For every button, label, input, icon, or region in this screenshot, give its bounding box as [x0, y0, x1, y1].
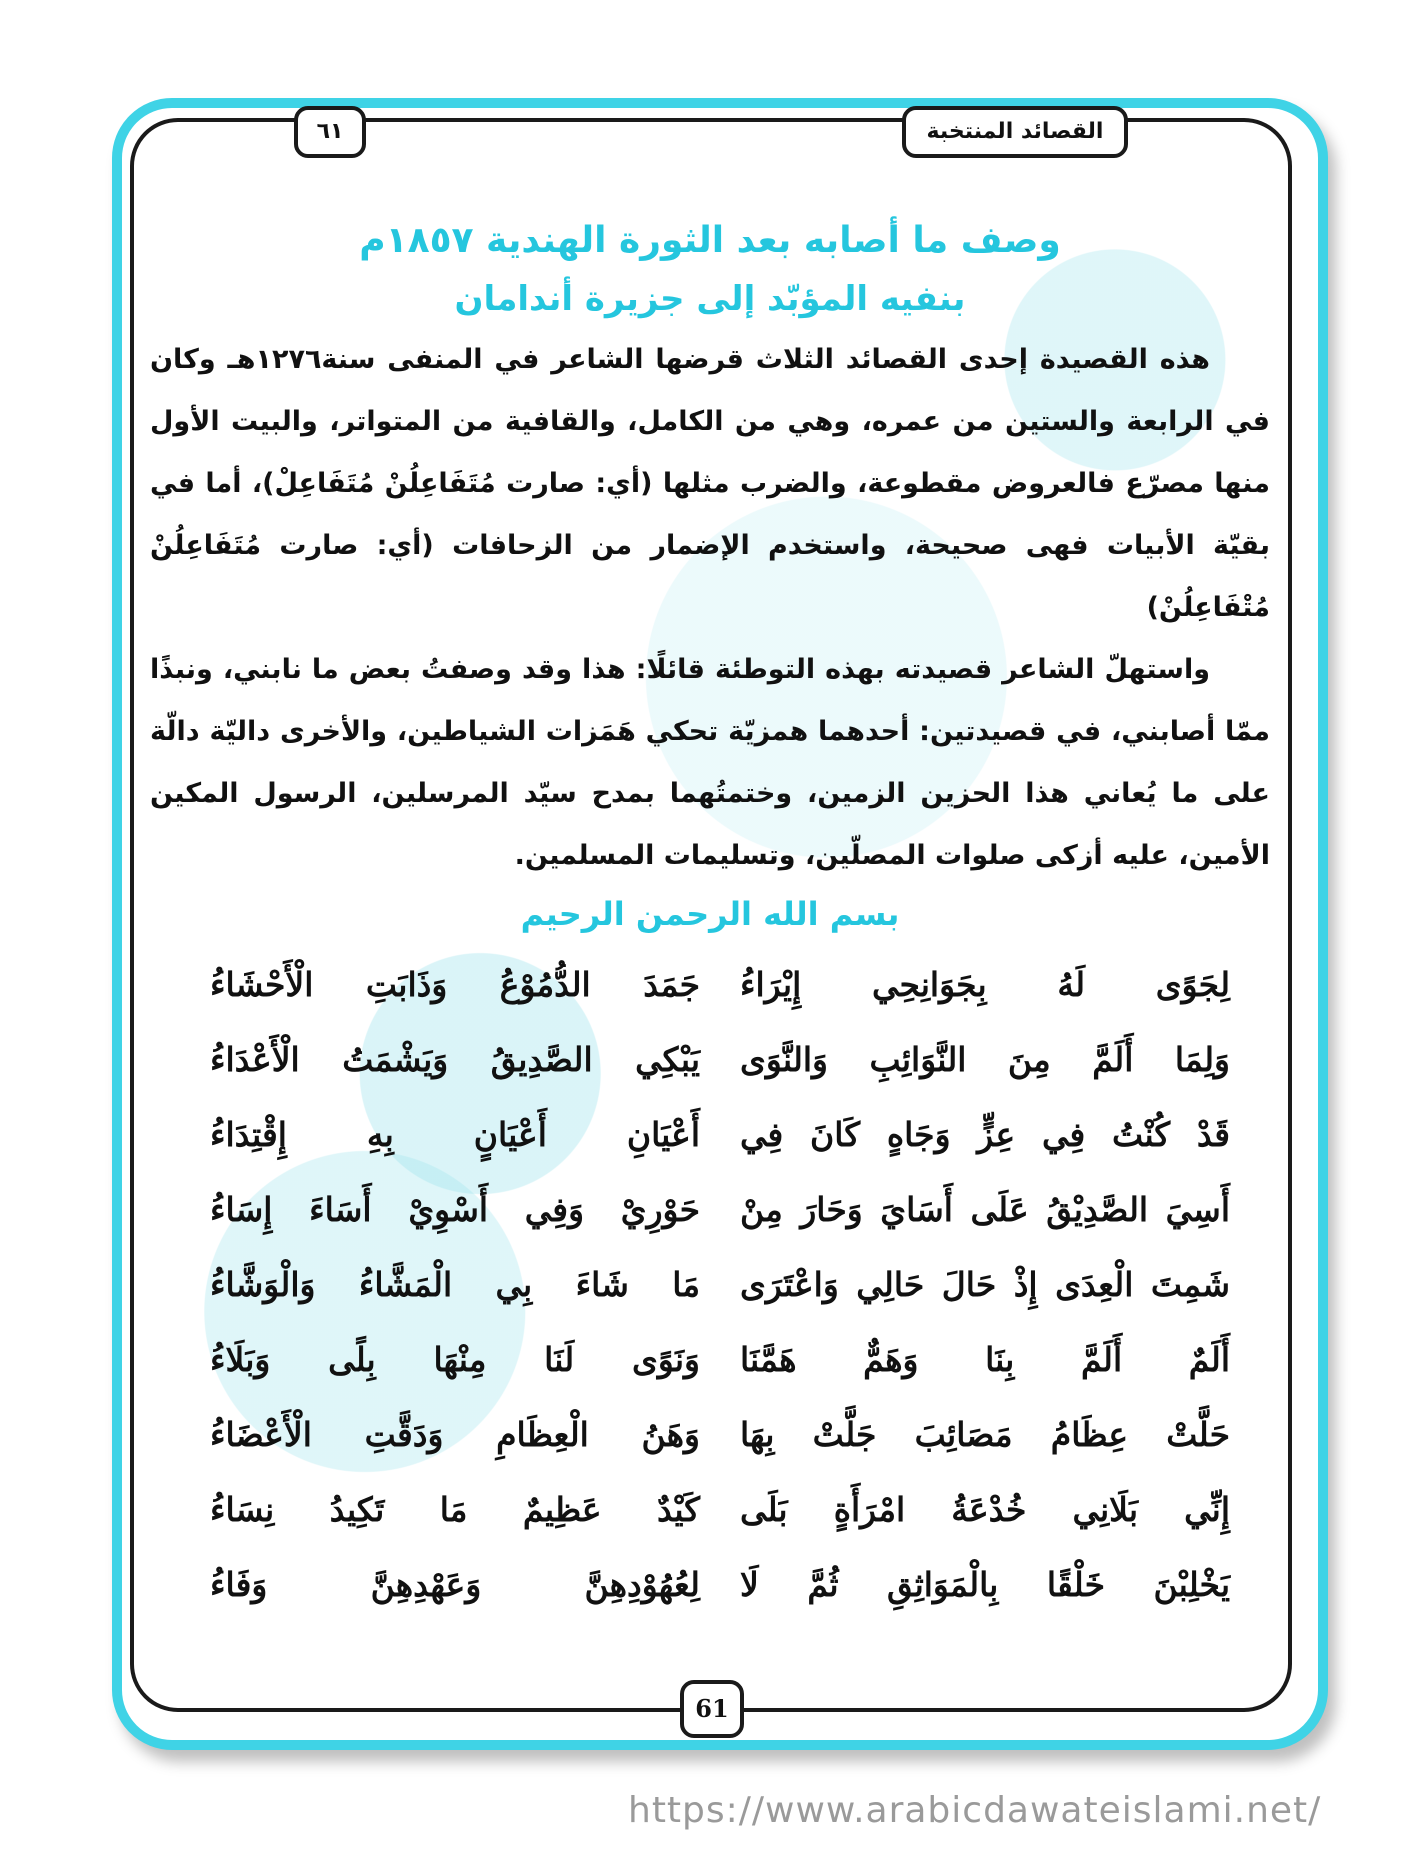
verse-row	[150, 1472, 1270, 1547]
verse-second-hemistich: كَيْدٌ عَظِيمٌ مَا تَكِيدُ نِسَاءُ	[210, 1490, 700, 1529]
verse-second-hemistich: أَعْيَانِ أَعْيَانٍ بِهِ إِقْتِدَاءُ	[210, 1115, 700, 1154]
book-title-tab: القصائد المنتخبة	[902, 106, 1128, 158]
verse-row	[150, 947, 1270, 1022]
verse-first-hemistich: حَلَّتْ عِظَامُ مَصَائِبَ جَلَّتْ بِهَا	[740, 1415, 1230, 1454]
poem-subtitle: بنفيه المؤبّد إلى جزيرة أندامان	[454, 279, 966, 319]
verse-first-hemistich: لِجَوًى لَهُ بِجَوَانِحِي إِيْرَاءُ	[740, 965, 1230, 1004]
verse-row	[150, 1322, 1270, 1397]
verse-second-hemistich: جَمَدَ الدُّمُوْعُ وَذَابَتِ الْأَحْشَاءُ	[210, 965, 700, 1004]
page-number-footer: 61	[680, 1680, 744, 1738]
page-number-arabic: ٦١	[294, 106, 366, 158]
verse-second-hemistich: وَهَنُ الْعِظَامِ وَدَقَّتِ الْأَعْضَاءُ	[210, 1415, 700, 1454]
verse-second-hemistich: لِعُهُوْدِهِنَّ وَعَهْدِهِنَّ وَفَاءُ	[210, 1565, 700, 1604]
verse-second-hemistich: يَبْكِي الصَّدِيقُ وَيَشْمَتُ الْأَعْدَاءُ	[210, 1040, 700, 1079]
verse-first-hemistich: قَدْ كُنْتُ فِي عِزٍّ وَجَاهٍ كَانَ فِي	[740, 1115, 1230, 1154]
poem-title: وصف ما أصابه بعد الثورة الهندية ١٨٥٧م	[359, 220, 1061, 261]
verse-first-hemistich: وَلِمَا أَلَمَّ مِنَ النَّوَائِبِ وَالنَّوَى	[740, 1040, 1230, 1079]
intro-paragraph-2: واستهلّ الشاعر قصيدته بهذه التوطئة قائلًا: هذا وقد وصفتُ بعض ما نابني، ونبذًا ممّا أصابني، في قصيدتين: أحدهما همزيّة تحكي هَمَزات الشياطين، والأخرى داليّة دالّة على ما يُعاني هذا الحزين الزمين، وختمتُهما بمدح سيّد المرسلين، الرسول المكين الأمين، عليه أزكى صلوات المصلّين، وتسليمات المسلمين.	[150, 654, 1270, 871]
verse-first-hemistich: أَسِيَ الصَّدِيْقُ عَلَى أَسَايَ وَحَارَ مِنْ	[740, 1190, 1230, 1229]
verse-row	[150, 1397, 1270, 1472]
verse-first-hemistich: شَمِتَ الْعِدَى إِذْ حَالَ حَالِي وَاعْتَرَى	[740, 1265, 1230, 1304]
verse-row	[150, 1172, 1270, 1247]
verse-second-hemistich: حَوْرِيْ وَفِي أَسْوِيْ أَسَاءَ إِسَاءُ	[210, 1190, 700, 1229]
bismillah: بسم الله الرحمن الرحيم	[520, 895, 900, 933]
verse-first-hemistich: إِنِّي بَلَانِي خُدْعَةُ امْرَأَةٍ بَلَى	[740, 1490, 1230, 1529]
verse-row	[150, 1097, 1270, 1172]
verse-first-hemistich: يَخْلِبْنَ خَلْقًا بِالْمَوَاثِقِ ثُمَّ لَا	[740, 1565, 1230, 1604]
verse-second-hemistich: مَا شَاءَ بِي الْمَشَّاءُ وَالْوَشَّاءُ	[210, 1265, 700, 1304]
verse-list	[150, 947, 1270, 1622]
intro-paragraph-1: هذه القصيدة إحدى القصائد الثلاث قرضها الشاعر في المنفى سنة١٢٧٦هـ وكان في الرابعة والستين من عمره، وهي من الكامل، والقافية من المتواتر، والبيت الأول منها مصرّع فالعروض مقطوعة، والضرب مثلها (أي: صارت مُتَفَاعِلُنْ مُتَفَاعِلْ)، أما في بقيّة الأبيات فهى صحيحة، واستخدم الإضمار من الزحافات (أي: صارت مُتَفَاعِلُنْ مُتْفَاعِلُنْ)	[150, 344, 1270, 623]
verse-row	[150, 1547, 1270, 1622]
source-url[interactable]: https://www.arabicdawateislami.net/	[628, 1790, 1322, 1831]
verse-row	[150, 1022, 1270, 1097]
verse-second-hemistich: وَنَوًى لَنَا مِنْهَا بِلًى وَبَلَاءُ	[210, 1340, 700, 1379]
page-content	[150, 220, 1270, 1622]
verse-first-hemistich: أَلَمٌ أَلَمَّ بِنَا وَهَمٌّ هَمَّنَا	[740, 1340, 1230, 1379]
verse-row	[150, 1247, 1270, 1322]
